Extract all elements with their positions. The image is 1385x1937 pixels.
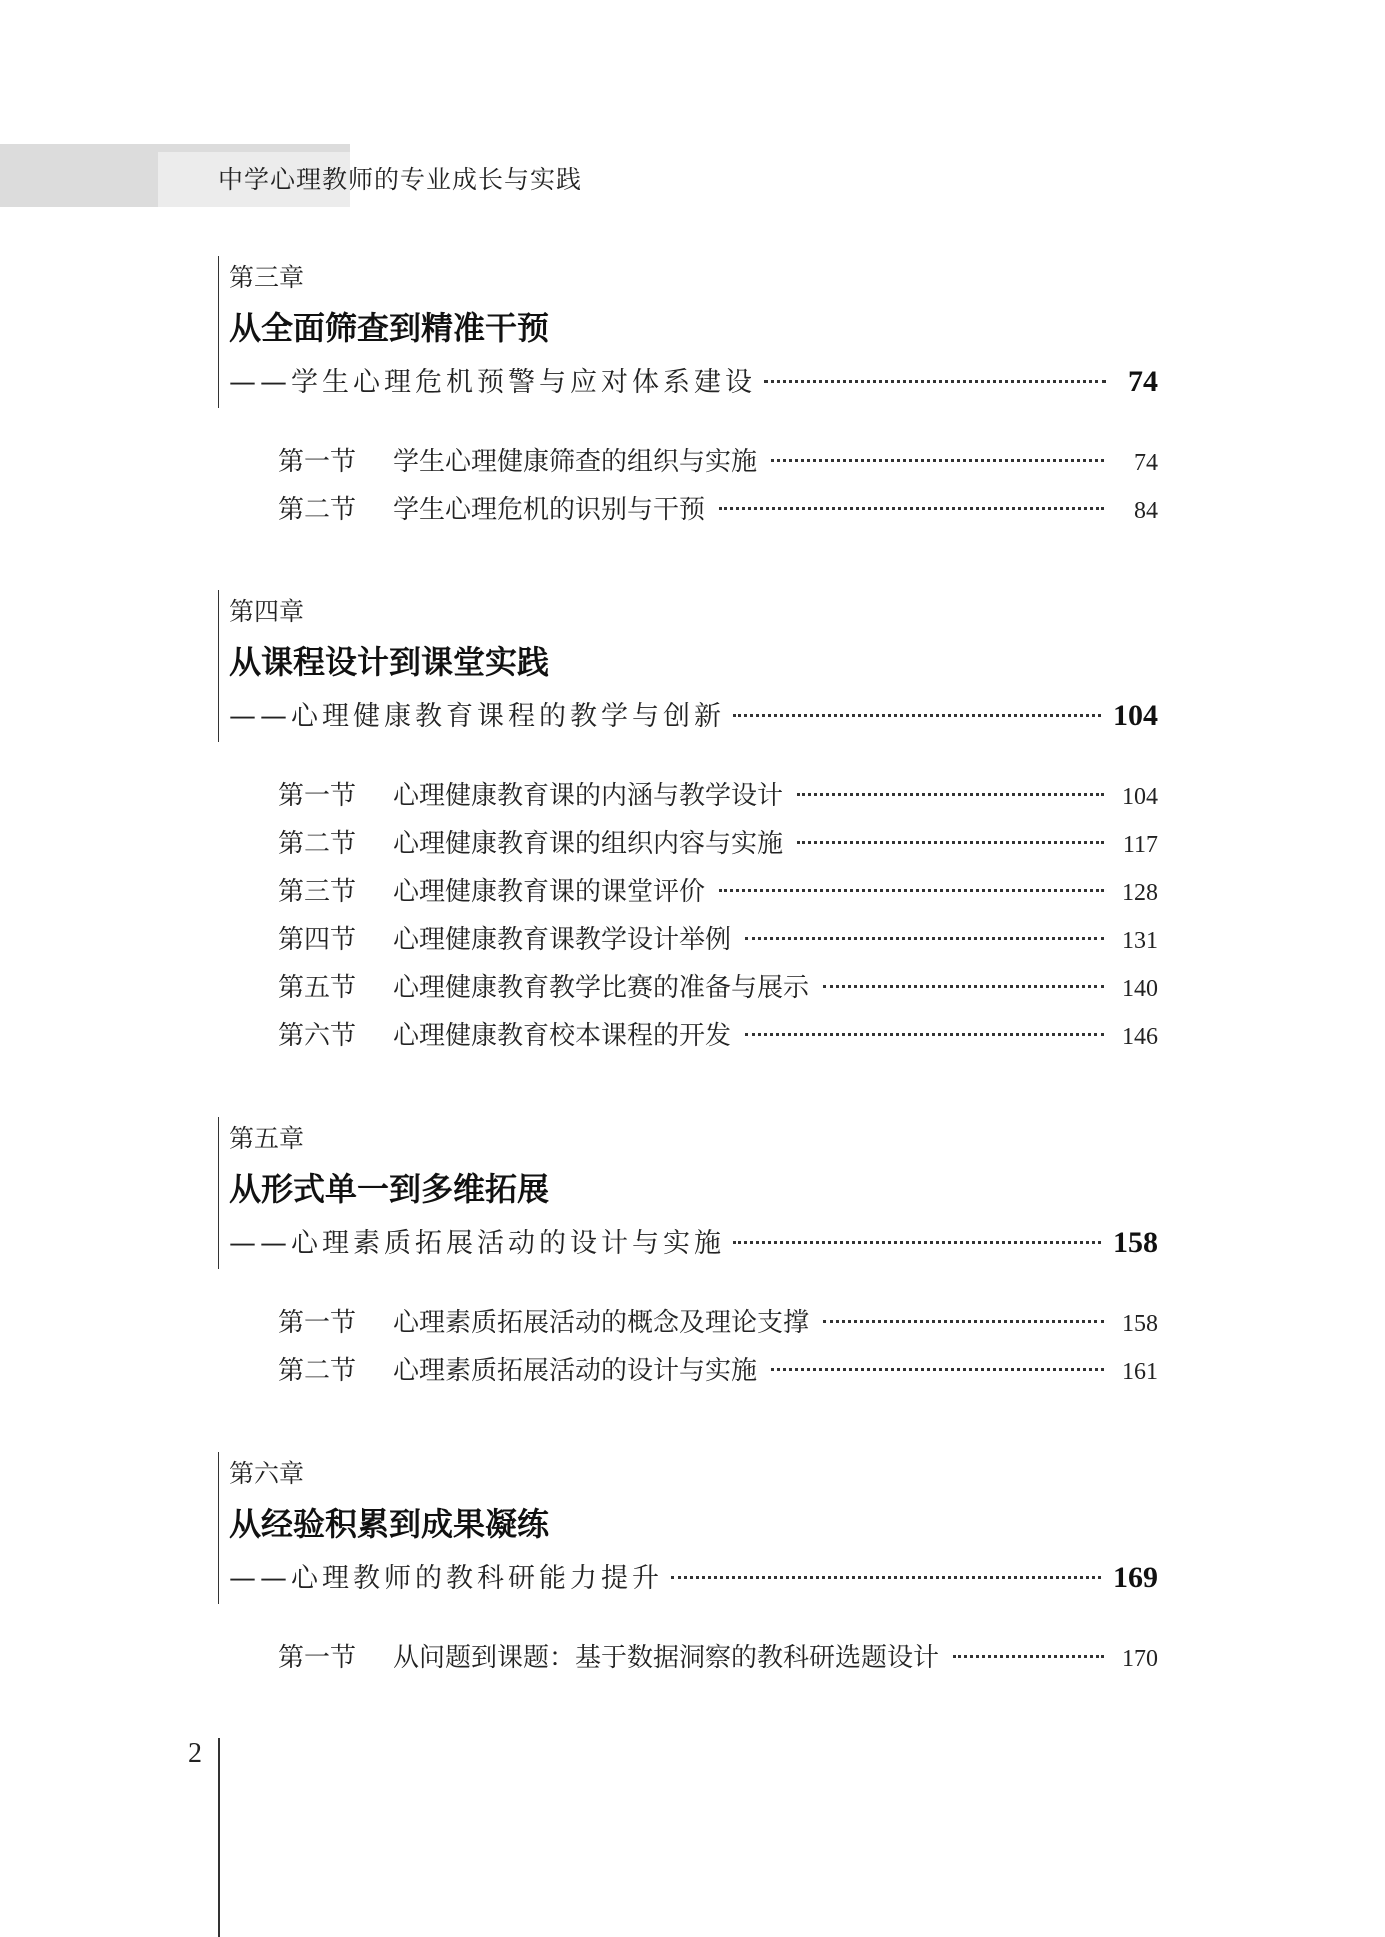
section-list [218, 1634, 1158, 1682]
dot-leader [797, 841, 1104, 844]
footer-vertical-rule [218, 1738, 220, 1937]
chapter-heading [218, 1452, 1158, 1604]
toc-section-row[interactable] [278, 1347, 1158, 1395]
dot-leader [771, 459, 1104, 462]
section-page-number: 131 [1122, 928, 1158, 954]
section-list [218, 1299, 1158, 1395]
chapter-5 [218, 1117, 1158, 1395]
section-page-number: 146 [1122, 1024, 1158, 1050]
chapter-title: 从形式单一到多维拓展 [229, 1170, 550, 1208]
chapter-page-number: 158 [1113, 1226, 1158, 1259]
chapter-page-number: 104 [1113, 699, 1158, 732]
section-label: 第一节 [278, 1308, 357, 1338]
section-title: 心理素质拓展活动的设计与实施 [393, 1356, 758, 1386]
section-page-number: 84 [1134, 498, 1158, 524]
section-title: 心理素质拓展活动的概念及理论支撑 [393, 1308, 810, 1338]
running-header-title: 中学心理教师的专业成长与实践 [218, 165, 583, 194]
chapter-subtitle: ——学生心理危机预警与应对体系建设 [229, 367, 756, 398]
chapter-subtitle-row[interactable] [229, 356, 1158, 408]
toc-section-row[interactable] [278, 772, 1158, 820]
dot-leader [733, 714, 1101, 717]
section-label: 第二节 [278, 829, 357, 859]
toc-section-row[interactable] [278, 916, 1158, 964]
section-label: 第一节 [278, 1643, 357, 1673]
chapter-page-number: 74 [1128, 365, 1158, 398]
section-label: 第一节 [278, 781, 357, 811]
section-title: 学生心理健康筛查的组织与实施 [393, 447, 758, 477]
toc-section-row[interactable] [278, 820, 1158, 868]
dot-leader [823, 985, 1104, 988]
section-page-number: 117 [1122, 832, 1158, 858]
dot-leader [823, 1320, 1104, 1323]
section-title: 心理健康教育课教学设计举例 [393, 925, 732, 955]
toc-section-row[interactable] [278, 1634, 1158, 1682]
dot-leader [733, 1241, 1101, 1244]
section-list [218, 438, 1158, 534]
dot-leader [771, 1368, 1104, 1371]
chapter-heading [218, 590, 1158, 742]
chapter-label: 第五章 [229, 1124, 305, 1153]
toc-section-row[interactable] [278, 438, 1158, 486]
chapter-title: 从经验积累到成果凝练 [229, 1505, 550, 1543]
section-label: 第二节 [278, 1356, 357, 1386]
chapter-subtitle: ——心理健康教育课程的教学与创新 [229, 701, 725, 732]
section-title: 心理健康教育课的课堂评价 [393, 877, 706, 907]
dot-leader [719, 507, 1104, 510]
section-title: 心理健康教育课的内涵与教学设计 [393, 781, 784, 811]
section-page-number: 74 [1134, 450, 1158, 476]
dot-leader [797, 793, 1104, 796]
chapter-subtitle: ——心理素质拓展活动的设计与实施 [229, 1228, 725, 1259]
dot-leader [745, 1033, 1104, 1036]
section-page-number: 128 [1122, 880, 1158, 906]
chapter-subtitle: ——心理教师的教科研能力提升 [229, 1563, 663, 1594]
dot-leader [764, 380, 1106, 383]
chapter-3 [218, 256, 1158, 534]
section-page-number: 140 [1122, 976, 1158, 1002]
chapter-4 [218, 590, 1158, 1060]
chapter-label: 第六章 [229, 1459, 305, 1488]
section-label: 第五节 [278, 973, 357, 1003]
section-list [218, 772, 1158, 1060]
dot-leader [719, 889, 1104, 892]
section-title: 学生心理危机的识别与干预 [393, 495, 706, 525]
section-label: 第三节 [278, 877, 357, 907]
section-title: 心理健康教育教学比赛的准备与展示 [393, 973, 810, 1003]
chapter-title: 从课程设计到课堂实践 [229, 643, 550, 681]
toc-section-row[interactable] [278, 868, 1158, 916]
chapter-6 [218, 1452, 1158, 1682]
toc-section-row[interactable] [278, 1012, 1158, 1060]
chapter-label: 第三章 [229, 263, 305, 292]
toc-section-row[interactable] [278, 486, 1158, 534]
chapter-heading [218, 256, 1158, 408]
toc-section-row[interactable] [278, 964, 1158, 1012]
section-title: 心理健康教育校本课程的开发 [393, 1021, 732, 1051]
section-label: 第六节 [278, 1021, 357, 1051]
section-page-number: 104 [1122, 784, 1158, 810]
chapter-subtitle-row[interactable] [229, 690, 1158, 742]
toc-section-row[interactable] [278, 1299, 1158, 1347]
chapter-title: 从全面筛查到精准干预 [229, 309, 550, 347]
chapter-subtitle-row[interactable] [229, 1217, 1158, 1269]
dot-leader [953, 1655, 1104, 1658]
chapter-label: 第四章 [229, 597, 305, 626]
section-title: 心理健康教育课的组织内容与实施 [393, 829, 784, 859]
section-page-number: 170 [1122, 1646, 1158, 1672]
section-title: 从问题到课题：基于数据洞察的教科研选题设计 [393, 1643, 940, 1673]
section-label: 第四节 [278, 925, 357, 955]
page-number: 2 [188, 1738, 202, 1769]
chapter-page-number: 169 [1113, 1561, 1158, 1594]
chapter-heading [218, 1117, 1158, 1269]
section-label: 第一节 [278, 447, 357, 477]
section-page-number: 161 [1122, 1359, 1158, 1385]
section-label: 第二节 [278, 495, 357, 525]
dot-leader [671, 1576, 1101, 1579]
dot-leader [745, 937, 1104, 940]
section-page-number: 158 [1122, 1311, 1158, 1337]
chapter-subtitle-row[interactable] [229, 1552, 1158, 1604]
